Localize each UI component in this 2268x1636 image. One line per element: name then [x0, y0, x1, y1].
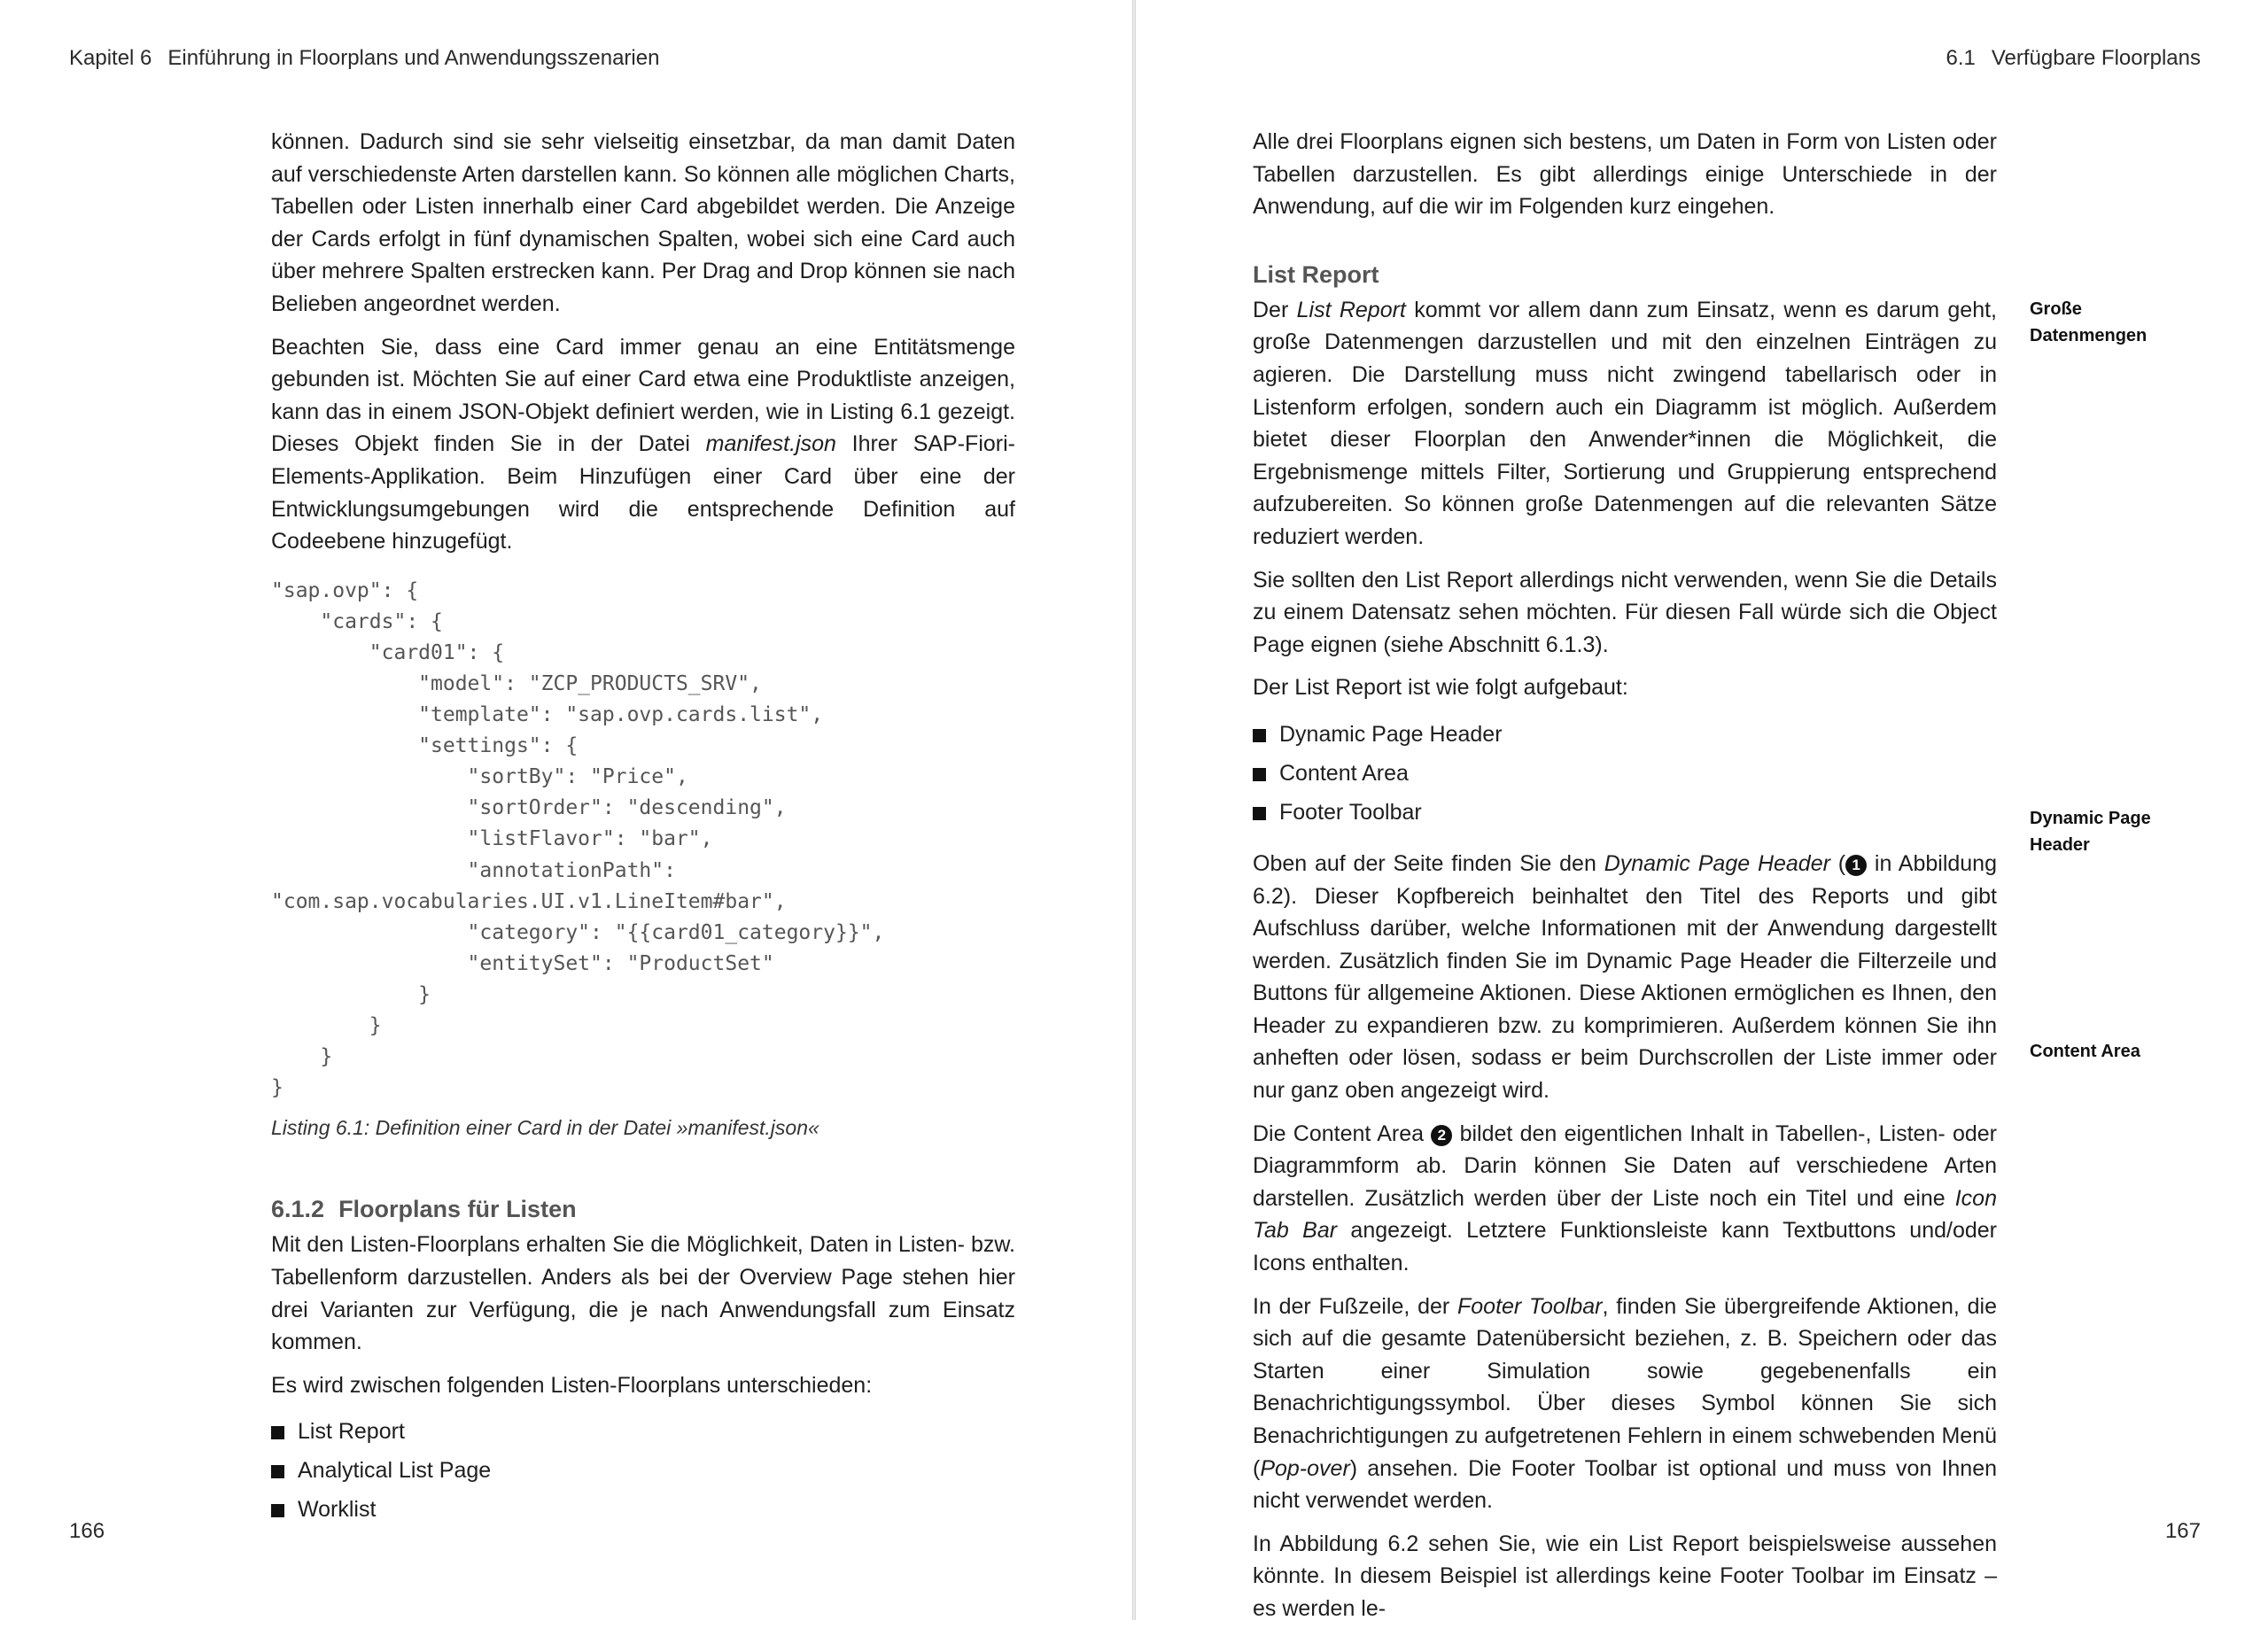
callout-2-icon: 2 [1431, 1125, 1452, 1146]
paragraph [271, 331, 1015, 558]
section-number: 6.1.2 [271, 1196, 325, 1223]
bullet-list [1253, 715, 1997, 832]
subheading: List Report [1253, 260, 1379, 288]
text-run: In der Fußzeile, der [1253, 1293, 1457, 1319]
text-run: kommt vor allem dann zum Einsatz, wenn es darum geht, große Datenmengen darzustellen und mit den einzelnen Einträgen zu agieren. Die Darstellung muss nicht zwingend tabellarisch oder in Listenform erfolgen, sondern auch ein Diagramm ist möglich. Außerdem bietet dieser Floorplan den Anwender*innen die Möglichkeit, die Ergebnismenge mittels Filter, Sortierung und Gruppierung entsprechend aufzubereiten. So können große Datenmengen auf die relevanten Sätze reduziert werden. [1253, 297, 1997, 549]
right-page [1136, 0, 2268, 1620]
paragraph: Es wird zwischen folgenden Listen-Floorplans unterschieden: [271, 1372, 873, 1398]
term-emphasis: List Report [1296, 297, 1406, 322]
filename-emphasis: manifest.json [705, 431, 836, 457]
margin-note-line: Datenmengen [2030, 326, 2148, 345]
term-emphasis: Dynamic Page Header [1604, 850, 1830, 876]
paragraph: Mit den Listen-Floorplans erhalten Sie die Möglichkeit, Daten in Listen- bzw. Tabellenform darzustellen. Anders als bei der Overview Page stehen hier drei Varianten zur Verfügung, die je nach Anwendungsfall zum Einsatz kommen. [271, 1232, 1015, 1355]
text-run: in Abbildung 6.2). Dieser Kopfbereich beinhaltet den Titel des Reports und gibt Aufschluss darüber, welche Informationen mit der Anwendung dargestellt werden. Zusätzlich finden Sie im Dynamic Page Header die Filterzeile und Buttons für allgemeine Aktionen. Diese Aktionen ermöglichen es Ihnen, den Header zu expandieren bzw. zu komprimieren. Außerdem können Sie ihn anheften oder lösen, sodass er beim Durchscrollen der Liste immer oder nur ganz oben angezeigt wird. [1253, 850, 1997, 1104]
paragraph [1253, 1118, 1997, 1280]
chapter-label: Kapitel 6 [69, 46, 152, 70]
list-item: Dynamic Page Header [1253, 715, 1997, 754]
text-run: Ihrer SAP-Fiori-Elements-Applikation. Beim Hinzufügen einer Card über eine der Entwicklungsumgebungen wird die entsprechende Definition auf Codeebene hinzugefügt. [271, 431, 1015, 554]
right-text-column [1253, 126, 1997, 1636]
list-item: Analytical List Page [271, 1451, 1015, 1490]
section-heading [271, 1193, 1015, 1225]
margin-note-large-data [2030, 296, 2207, 349]
margin-note-line: Dynamic Page [2030, 809, 2151, 828]
page-number-left: 166 [69, 1519, 105, 1543]
paragraph [1253, 294, 1997, 554]
running-head-left [69, 46, 659, 71]
section-title: Floorplans für Listen [338, 1196, 577, 1223]
section-label: 6.1 [1946, 46, 1976, 70]
text-run: ( [1829, 850, 1846, 876]
term-emphasis: Pop-over [1260, 1455, 1350, 1481]
code-listing: "sap.ovp": { "cards": { "card01": { "model": "ZCP_PRODUCTS_SRV", "template": "sap.ovp.cards.list", "settings": { "sortBy": "Price", "sortOrder": "descending", "listFlavor": "bar", "annotationPath": "com.sap.vocabularies.UI.v1.LineItem#bar", "category": "{{card01_category}}", "entitySet": "ProductSet" } } } } [271, 578, 885, 1100]
paragraph: In Abbildung 6.2 sehen Sie, wie ein List Report beispielsweise aussehen könnte. In diesem Beispiel ist allerdings keine Footer Toolbar im Einsatz – es werden le- [1253, 1531, 1997, 1621]
paragraph: Alle drei Floorplans eignen sich bestens, um Daten in Form von Listen oder Tabellen darzustellen. Es gibt allerdings einige Unterschiede in der Anwendung, auf die wir im Folgenden kurz eingehen. [1253, 129, 1997, 220]
callout-1-icon: 1 [1845, 855, 1867, 876]
paragraph [1253, 1291, 1997, 1517]
text-run: Der [1253, 297, 1297, 322]
page-number-right: 167 [2164, 1519, 2201, 1543]
list-item: Worklist [271, 1490, 1015, 1529]
term-emphasis: Footer Toolbar [1456, 1293, 1603, 1319]
paragraph: können. Dadurch sind sie sehr vielseitig einsetzbar, da man damit Daten auf verschiedenste Arten darstellen kann. So können alle möglichen Charts, Tabellen oder Listen innerhalb einer Card abgebildet werden. Die Anzeige der Cards erfolgt in fünf dynamischen Spalten, wobei sich eine Card auch über mehrere Spalten erstrecken kann. Per Drag and Drop können sie nach Belieben angeordnet werden. [271, 129, 1015, 316]
left-text-column [271, 126, 1015, 1545]
term-emphasis: Icon Tab Bar [1253, 1185, 1997, 1244]
section-title-header: Verfügbare Floorplans [1991, 46, 2201, 70]
running-head-right [1946, 46, 2201, 71]
paragraph [1253, 848, 1997, 1107]
left-page [0, 0, 1132, 1620]
text-run: Oben auf der Seite finden Sie den [1253, 850, 1604, 876]
paragraph: Sie sollten den List Report allerdings nicht verwenden, wenn Sie die Details zu einem Datensatz sehen möchten. Für diesen Fall würde sich die Object Page eignen (siehe Abschnitt 6.1.3). [1253, 567, 1997, 657]
text-run: bildet den eigentlichen Inhalt in Tabellen-, Listen- oder Diagrammform ab. Darin können Sie Daten auf verschiedene Arten darstellen. Zusätzlich werden über der Liste noch ein Titel und eine [1253, 1120, 1997, 1211]
list-item: Content Area [1253, 754, 1997, 793]
text-run: Beachten Sie, dass eine Card immer genau an eine Entitätsmenge gebunden ist. Möchten Sie auf einer Card etwa eine Produktliste anzeigen, kann das in einem JSON-Objekt definiert werden, wie in Listing 6.1 gezeigt. Dieses Objekt finden Sie in der Datei [271, 334, 1015, 457]
margin-note-content-area: Content Area [2030, 1042, 2140, 1061]
paragraph: Der List Report ist wie folgt aufgebaut: [1253, 675, 1628, 701]
text-run: ) ansehen. Die Footer Toolbar ist optional und muss von Ihnen nicht verwendet werden. [1253, 1455, 1997, 1514]
list-item: List Report [271, 1412, 1015, 1451]
listing-caption: Listing 6.1: Definition einer Card in der Datei »manifest.json« [271, 1116, 819, 1140]
margin-note-line: Große [2030, 299, 2082, 319]
chapter-title: Einführung in Floorplans und Anwendungsszenarien [167, 46, 660, 70]
margin-note-line: Header [2030, 835, 2090, 855]
list-item: Footer Toolbar [1253, 793, 1997, 832]
text-run: Die Content Area [1253, 1120, 1432, 1146]
text-run: angezeigt. Letztere Funktionsleiste kann Textbuttons und/oder Icons enthalten. [1253, 1218, 1998, 1276]
bullet-list [271, 1412, 1015, 1529]
text-run: , finden Sie übergreifende Aktionen, die sich auf die gesamte Datenübersicht beziehen, z. B. Speichern oder das Starten einer Simulation sowie gegebenenfalls ein Benachrichtigungssymbol. Über dieses Symbol können Sie sich Benachrichtigungen zu aufgetretenen Fehlern in einem schwebenden Menü ( [1253, 1293, 1997, 1481]
margin-note-dynamic-page-header [2030, 805, 2207, 858]
